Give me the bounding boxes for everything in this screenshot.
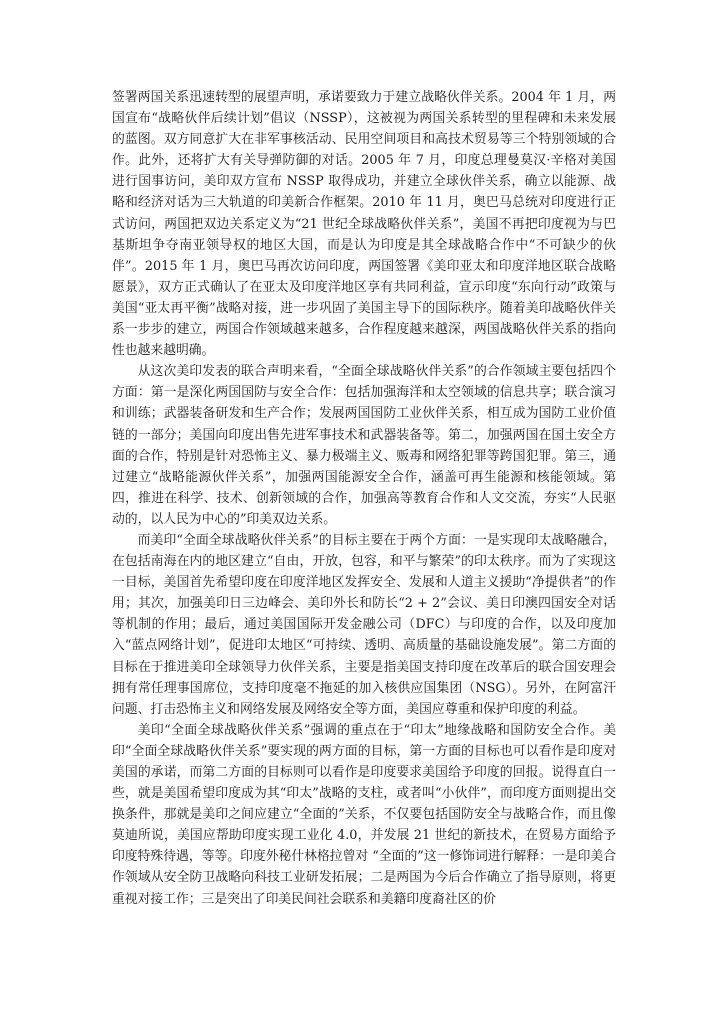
paragraph-2: 从这次美印发表的联合声明来看，“全面全球战略伙伴关系”的合作领域主要包括四个方面：第一是深化两国国防与安全合作：包括加强海洋和太空领域的信息共享；联合演习和训练；武器装备研发和生产合作；发展两国国防工业伙伴关系，相互成为国防工业价值链的一部分；美国向印度出售先进军事技术和武器装备等。第二，加强两国在国土安全方面的合作，特别是针对恐怖主义、暴力极端主义、贩毒和网络犯罪等跨国犯罪。第三，通过建立“战略能源伙伴关系”，加强两国能源安全合作，涵盖可再生能源和核能领域。第四，推进在科学、技术、创新领域的合作，加强高等教育合作和人文交流，夯实“人民驱动的，以人民为中心的”印美双边关系。 [112, 364, 616, 527]
paragraph-4: 美印“全面全球战略伙伴关系”强调的重点在于“印太”地缘战略和国防安全合作。美印“全面全球战略伙伴关系”要实现的两方面的目标，第一方面的目标也可以看作是印度对美国的承诺，而第二方面的目标则可以看作是印度要求美国给予印度的回报。说得直白一些，就是美国希望印度成为其“印太”战略的支柱，或者叫“小伙伴”，而印度方面则提出交换条件，那就是美印之间应建立“全面的”关系，不仅要包括国防安全与战略合作，而且像莫迪所说，美国应帮助印度实现工业化 4.0，并发展 21 世纪的新技术，在贸易方面给予印度特殊待遇，等等。印度外秘什林格拉曾对 “全面的”这一修饰词进行解释：一是印美合作领域从安全防卫战略向科技工业研发拓展；二是两国为今后合作确立了指导原则，将更重视对接工作；三是突出了印美民间社会联系和美籍印度裔社区的价 [112, 722, 616, 907]
body-text [112, 87, 616, 910]
paragraph-1: 签署两国关系迅速转型的展望声明，承诺要致力于建立战略伙伴关系。2004 年 1 月，两国宣布“战略伙伴后续计划”倡议（NSSP），这被视为两国关系转型的里程碑和未来发展的蓝图。双方同意扩大在非军事核活动、民用空间项目和高技术贸易等三个特别领域的合作。此外，还将扩大有关导弹防御的对话。2005 年 7 月，印度总理曼莫汉·辛格对美国进行国事访问，美印双方宣布 NSSP 取得成功，并建立全球伙伴关系，确立以能源、战略和经济对话为三大轨道的印美新合作框架。2010 年 11 月，奥巴马总统对印度进行正式访问，两国把双边关系定义为“21 世纪全球战略伙伴关系”，美国不再把印度视为与巴基斯坦争夺南亚领导权的地区大国，而是认为印度是其全球战略合作中“不可缺少的伙伴”。2015 年 1 月，奥巴马再次访问印度，两国签署《美印亚太和印度洋地区联合战略愿景》，双方正式确认了在亚太及印度洋地区享有共同利益，宣示印度“东向行动”政策与美国“亚太再平衡”战略对接，进一步巩固了美国主导下的国际秩序。随着美印战略伙伴关系一步步的建立，两国合作领域越来越多，合作程度越来越深，两国战略伙伴关系的指向性也越来越明确。 [112, 90, 616, 359]
paragraph-3: 而美印“全面全球战略伙伴关系”的目标主要在于两个方面：一是实现印太战略融合，在包括南海在内的地区建立“自由，开放，包容，和平与繁荣”的印太秩序。而为了实现这一目标，美国首先希望印度在印度洋地区发挥安全、发展和人道主义援助“净提供者”的作用；其次，加强美印日三边峰会、美印外长和防长“2 + 2”会议、美日印澳四国安全对话等机制的作用；最后，通过美国国际开发金融公司（DFC）与印度的合作，以及印度加入“蓝点网络计划”，促进印太地区“可持续、透明、高质量的基础设施发展”。第二方面的目标在于推进美印全球领导力伙伴关系，主要是指美国支持印度在改革后的联合国安理会拥有常任理事国席位，支持印度毫不拖延的加入核供应国集团（NSG）。另外，在阿富汗问题、打击恐怖主义和网络发展及网络安全等方面，美国应尊重和保护印度的利益。 [112, 532, 616, 717]
